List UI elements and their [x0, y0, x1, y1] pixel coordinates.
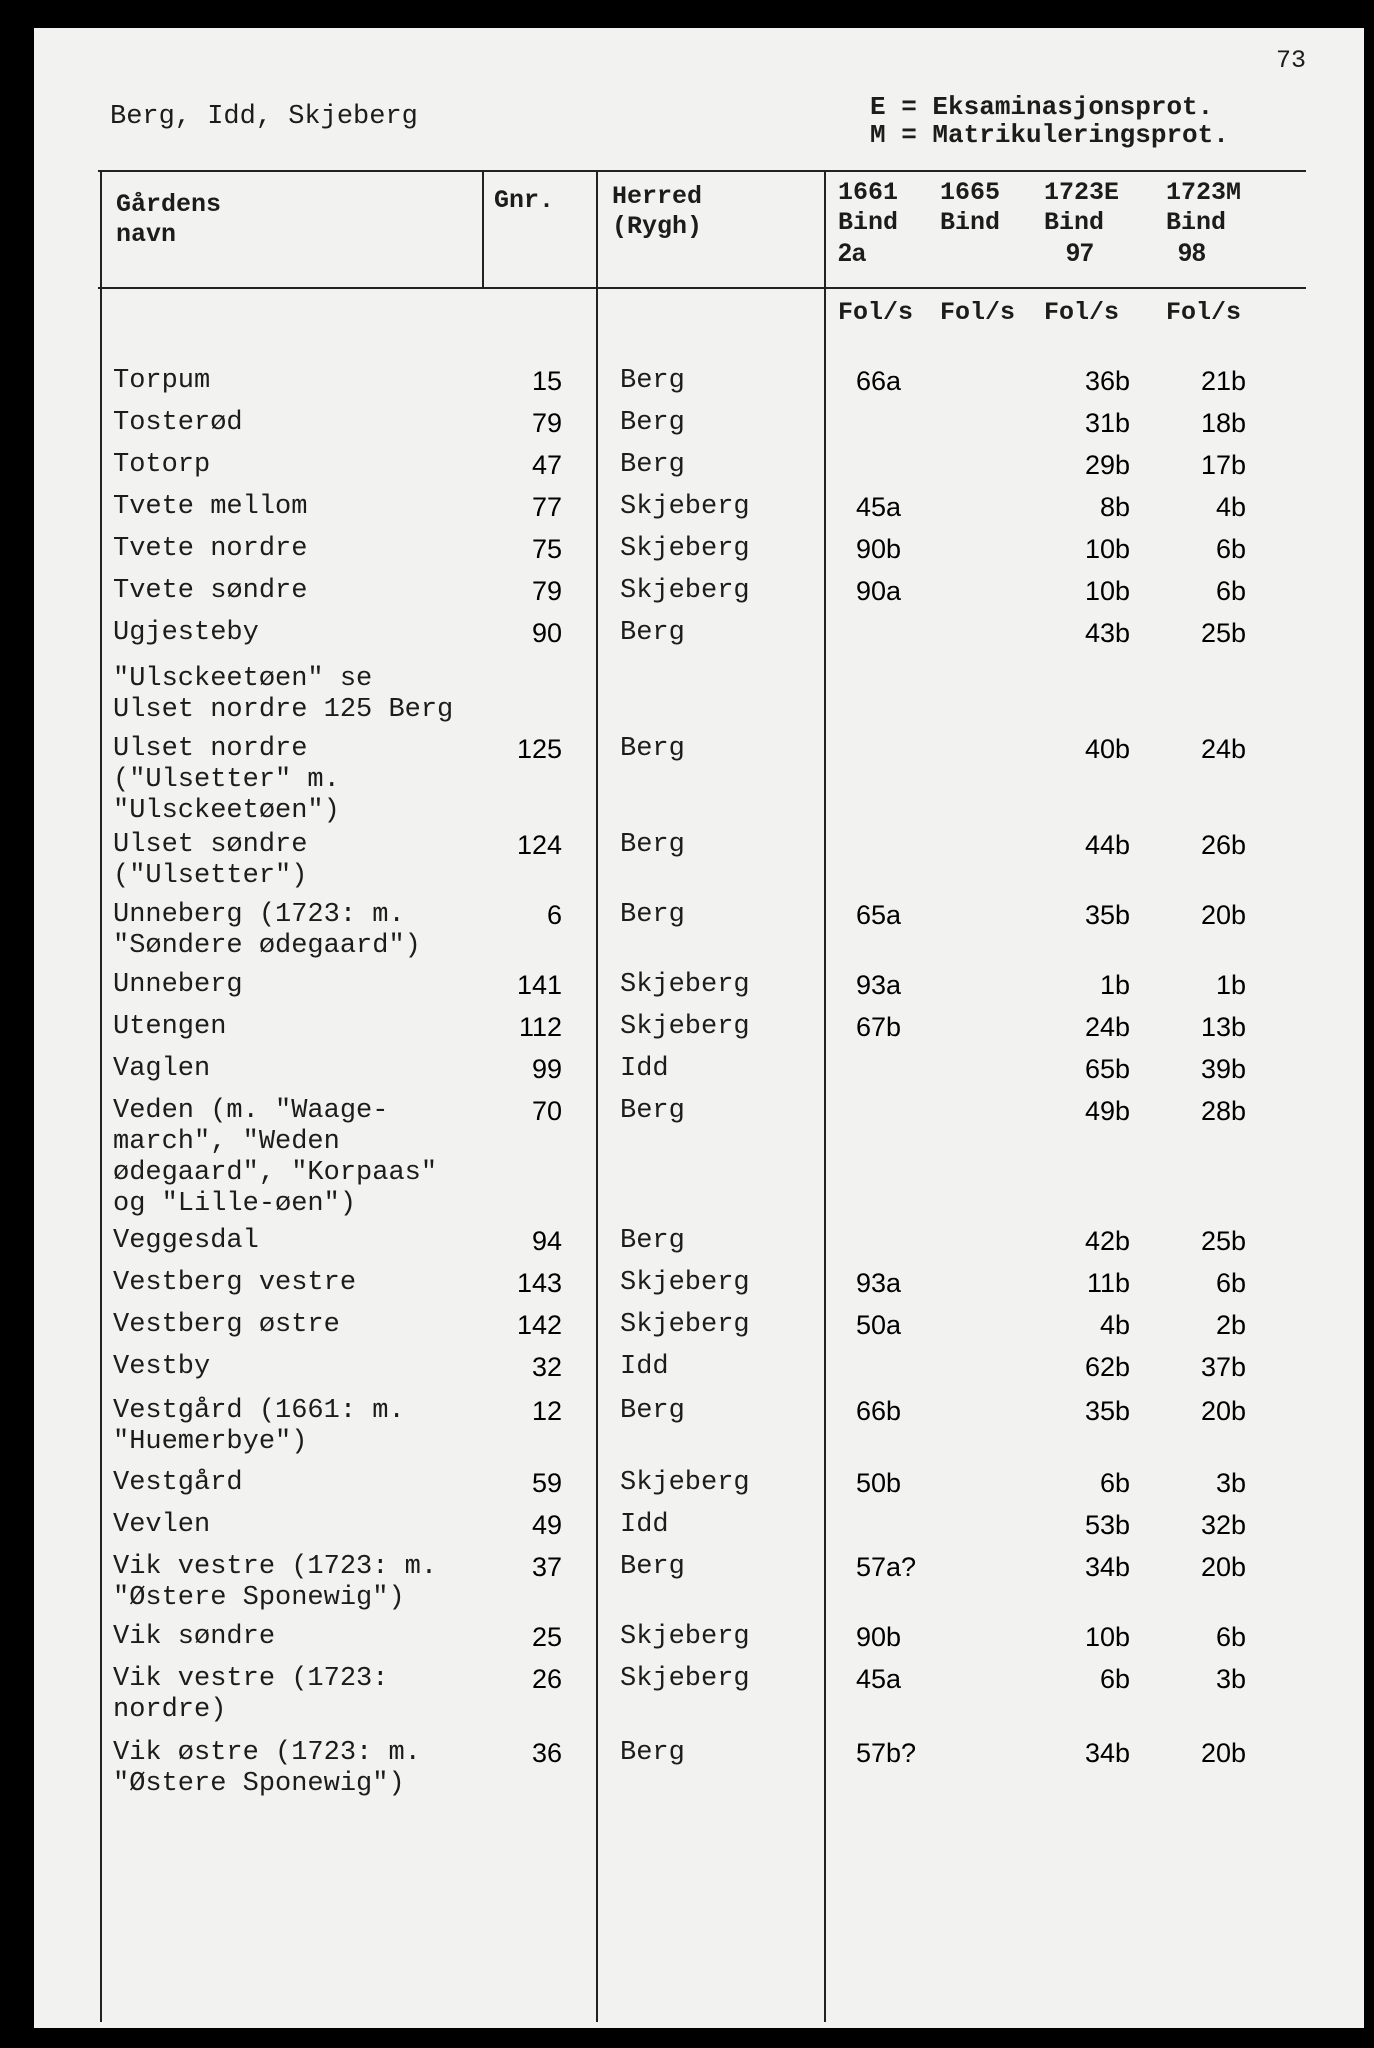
header-year-1723e — [1044, 178, 1119, 268]
fol-1661-cell: 66b — [856, 1396, 902, 1426]
farm-name-cell: Vestby — [113, 1352, 211, 1382]
gnr-cell: 75 — [531, 534, 562, 564]
fol-1723e-cell: 34b — [1084, 1738, 1130, 1768]
fol-1723m-cell: 26b — [1200, 830, 1246, 860]
fol-1723e-cell: 4b — [1099, 1310, 1130, 1340]
fol-1723e-cell: 53b — [1084, 1510, 1130, 1540]
fol-1723m-cell: 6b — [1215, 1622, 1246, 1652]
farm-name-cell: Tosterød — [113, 408, 243, 438]
gnr-cell: 70 — [531, 1096, 562, 1126]
herred-cell: Skjeberg — [620, 1468, 750, 1498]
fol-1723e-cell: 44b — [1084, 830, 1130, 860]
gnr-cell: 90 — [531, 618, 562, 648]
gnr-cell: 15 — [531, 366, 562, 396]
header-gnr: Gnr. — [494, 186, 555, 215]
fol-1723m-cell: 25b — [1200, 1226, 1246, 1256]
herred-cell: Berg — [620, 1552, 685, 1582]
page-heading: Berg, Idd, Skjeberg — [110, 102, 418, 132]
gnr-cell: 25 — [531, 1622, 562, 1652]
fol-1723e-cell: 8b — [1099, 492, 1130, 522]
fol-1723m-cell: 6b — [1215, 576, 1246, 606]
herred-cell: Skjeberg — [620, 970, 750, 1000]
fol-1661-cell: 57b? — [856, 1738, 917, 1768]
bind-number: 2a — [838, 239, 866, 267]
bind-label: Bind — [1044, 208, 1105, 237]
fol-1661-cell: 90b — [856, 534, 902, 564]
gnr-cell: 12 — [531, 1396, 562, 1426]
farm-name-cell: Torpum — [113, 366, 211, 396]
legend-line: M = Matrikuleringsprot. — [870, 120, 1229, 150]
year-label: 1723M — [1166, 178, 1242, 207]
fol-1723m-cell: 24b — [1200, 734, 1246, 764]
column-divider — [596, 170, 598, 2022]
gnr-cell: 6 — [546, 900, 562, 930]
fol-1723e-cell: 36b — [1084, 366, 1130, 396]
header-herred-line1: Herred — [612, 182, 703, 211]
fol-label: Fol/s — [1166, 298, 1242, 327]
fol-1723m-cell: 4b — [1215, 492, 1246, 522]
farm-name-cell: "Ulsckeetøen" se Ulset nordre 125 Berg — [113, 664, 454, 725]
herred-cell: Berg — [620, 366, 685, 396]
herred-cell: Idd — [620, 1510, 669, 1540]
fol-1723m-cell: 39b — [1200, 1054, 1246, 1084]
fol-1661-cell: 66a — [856, 366, 902, 396]
farm-name-cell: Totorp — [113, 450, 211, 480]
page-number: 73 — [1276, 46, 1307, 75]
gnr-cell: 79 — [531, 576, 562, 606]
farm-name-cell: Unneberg (1723: m. "Søndere ødegaard") — [113, 900, 421, 961]
farm-name-cell: Vevlen — [113, 1510, 211, 1540]
farm-name-cell: Veggesdal — [113, 1226, 259, 1256]
herred-cell: Skjeberg — [620, 576, 750, 606]
fol-1723m-cell: 13b — [1200, 1012, 1246, 1042]
farm-name-cell: Vik østre (1723: m. "Østere Sponewig") — [113, 1738, 421, 1799]
fol-1723e-cell: 29b — [1084, 450, 1130, 480]
fol-1723e-cell: 6b — [1099, 1664, 1130, 1694]
gnr-cell: 26 — [531, 1664, 562, 1694]
fol-1723e-cell: 10b — [1084, 534, 1130, 564]
farm-name-cell: Vik vestre (1723: nordre) — [113, 1664, 389, 1725]
fol-1723m-cell: 20b — [1200, 1552, 1246, 1582]
herred-cell: Berg — [620, 900, 685, 930]
fol-1661-cell: 65a — [856, 900, 902, 930]
fol-1661-cell: 57a? — [856, 1552, 917, 1582]
gnr-cell: 79 — [531, 408, 562, 438]
year-label: 1665 — [940, 178, 1001, 207]
herred-cell: Berg — [620, 1738, 685, 1768]
header-year-1665 — [940, 178, 1000, 238]
gnr-cell: 36 — [531, 1738, 562, 1768]
herred-cell: Skjeberg — [620, 1012, 750, 1042]
fol-1661-cell: 50a — [856, 1310, 902, 1340]
fol-1661-cell: 45a — [856, 492, 902, 522]
column-divider — [482, 170, 484, 287]
farm-name-cell: Vestgård (1661: m. "Huemerbye") — [113, 1396, 405, 1457]
fol-1723m-cell: 28b — [1200, 1096, 1246, 1126]
farm-name-cell: Vestgård — [113, 1468, 243, 1498]
fol-1723m-cell: 20b — [1200, 1396, 1246, 1426]
fol-1723e-cell: 11b — [1086, 1268, 1130, 1298]
gnr-cell: 99 — [531, 1054, 562, 1084]
bind-number: 97 — [1066, 239, 1094, 267]
herred-cell: Skjeberg — [620, 534, 750, 564]
fol-1661-cell: 67b — [856, 1012, 902, 1042]
fol-1723e-cell: 1b — [1099, 970, 1130, 1000]
fol-1723e-cell: 35b — [1084, 900, 1130, 930]
year-label: 1723E — [1044, 178, 1120, 207]
header-farm-name — [116, 190, 221, 250]
fol-1661-cell: 50b — [856, 1468, 902, 1498]
fol-1723m-cell: 3b — [1215, 1468, 1246, 1498]
gnr-cell: 141 — [516, 970, 562, 1000]
fol-1723e-cell: 35b — [1084, 1396, 1130, 1426]
fol-1723m-cell: 1b — [1215, 970, 1246, 1000]
farm-name-cell: Tvete nordre — [113, 534, 308, 564]
fol-1723e-cell: 34b — [1084, 1552, 1130, 1582]
fol-1661-cell: 90b — [856, 1622, 902, 1652]
fol-1723m-cell: 20b — [1200, 1738, 1246, 1768]
header-farm-name-line1: Gårdens — [116, 190, 222, 219]
bind-label: Bind — [940, 208, 1001, 237]
bind-label: Bind — [1166, 208, 1227, 237]
fol-1723m-cell: 32b — [1200, 1510, 1246, 1540]
fol-1661-cell: 45a — [856, 1664, 902, 1694]
header-herred — [612, 182, 702, 242]
farm-name-cell: Vestberg østre — [113, 1310, 340, 1340]
farm-name-cell: Unneberg — [113, 970, 243, 1000]
fol-1723m-cell: 3b — [1215, 1664, 1246, 1694]
fol-1661-cell: 93a — [856, 1268, 902, 1298]
herred-cell: Idd — [620, 1352, 669, 1382]
fol-1723e-cell: 42b — [1084, 1226, 1130, 1256]
herred-cell: Berg — [620, 408, 685, 438]
farm-name-cell: Tvete søndre — [113, 576, 308, 606]
fol-1723m-cell: 25b — [1200, 618, 1246, 648]
fol-1723e-cell: 10b — [1084, 1622, 1130, 1652]
farm-name-cell: Tvete mellom — [113, 492, 308, 522]
header-bottom-rule — [98, 287, 1306, 289]
fol-1723e-cell: 6b — [1099, 1468, 1130, 1498]
herred-cell: Skjeberg — [620, 1310, 750, 1340]
gnr-cell: 125 — [516, 734, 562, 764]
herred-cell: Berg — [620, 830, 685, 860]
fol-1723e-cell: 24b — [1084, 1012, 1130, 1042]
fol-1723e-cell: 62b — [1084, 1352, 1130, 1382]
gnr-cell: 49 — [531, 1510, 562, 1540]
header-farm-name-line2: navn — [116, 220, 177, 249]
herred-cell: Berg — [620, 450, 685, 480]
herred-cell: Berg — [620, 1096, 685, 1126]
farm-name-cell: Ulset søndre ("Ulsetter") — [113, 830, 308, 891]
gnr-cell: 77 — [531, 492, 562, 522]
fol-1661-cell: 93a — [856, 970, 902, 1000]
herred-cell: Skjeberg — [620, 1664, 750, 1694]
gnr-cell: 124 — [516, 830, 562, 860]
fol-1723e-cell: 10b — [1084, 576, 1130, 606]
farm-name-cell: Ugjesteby — [113, 618, 259, 648]
gnr-cell: 32 — [531, 1352, 562, 1382]
fol-1723e-cell: 49b — [1084, 1096, 1130, 1126]
herred-cell: Berg — [620, 618, 685, 648]
header-year-1661 — [838, 178, 898, 268]
table-top-rule — [98, 170, 1306, 172]
fol-1723e-cell: 65b — [1084, 1054, 1130, 1084]
fol-1723m-cell: 18b — [1200, 408, 1246, 438]
fol-label: Fol/s — [940, 298, 1016, 327]
farm-name-cell: Veden (m. "Waage- march", "Weden ødegaard", "Korpaas" og "Lille-øen") — [113, 1096, 438, 1219]
farm-name-cell: Utengen — [113, 1012, 227, 1042]
farm-name-cell: Ulset nordre ("Ulsetter" m. "Ulsckeetøen") — [113, 734, 340, 826]
year-label: 1661 — [838, 178, 899, 207]
gnr-cell: 37 — [531, 1552, 562, 1582]
farm-name-cell: Vik søndre — [113, 1622, 276, 1652]
herred-cell: Skjeberg — [620, 492, 750, 522]
farm-name-cell: Vik vestre (1723: m. "Østere Sponewig") — [113, 1552, 438, 1613]
bind-number: 98 — [1178, 239, 1206, 267]
fol-label: Fol/s — [838, 298, 914, 327]
gnr-cell: 47 — [531, 450, 562, 480]
column-divider — [100, 170, 102, 2022]
column-divider — [824, 170, 826, 2022]
gnr-cell: 59 — [531, 1468, 562, 1498]
herred-cell: Berg — [620, 1396, 685, 1426]
farm-name-cell: Vestberg vestre — [113, 1268, 357, 1298]
fol-1723m-cell: 6b — [1215, 534, 1246, 564]
fol-1723m-cell: 6b — [1215, 1268, 1246, 1298]
fol-1723m-cell: 37b — [1200, 1352, 1246, 1382]
gnr-cell: 142 — [516, 1310, 562, 1340]
header-herred-line2: (Rygh) — [612, 212, 703, 241]
gnr-cell: 112 — [518, 1012, 562, 1042]
bind-label: Bind — [838, 208, 899, 237]
fol-1723m-cell: 21b — [1200, 366, 1246, 396]
fol-1723m-cell: 17b — [1200, 450, 1246, 480]
header-year-1723m — [1166, 178, 1241, 268]
herred-cell: Skjeberg — [620, 1622, 750, 1652]
gnr-cell: 94 — [531, 1226, 562, 1256]
farm-name-cell: Vaglen — [113, 1054, 211, 1084]
herred-cell: Berg — [620, 1226, 685, 1256]
fol-1723e-cell: 31b — [1084, 408, 1130, 438]
herred-cell: Berg — [620, 734, 685, 764]
fol-1723e-cell: 43b — [1084, 618, 1130, 648]
fol-1661-cell: 90a — [856, 576, 902, 606]
legend-line: E = Eksaminasjonsprot. — [870, 92, 1214, 122]
herred-cell: Skjeberg — [620, 1268, 750, 1298]
fol-1723e-cell: 40b — [1084, 734, 1130, 764]
gnr-cell: 143 — [516, 1268, 562, 1298]
fol-1723m-cell: 2b — [1215, 1310, 1246, 1340]
herred-cell: Idd — [620, 1054, 669, 1084]
fol-label: Fol/s — [1044, 298, 1120, 327]
fol-1723m-cell: 20b — [1200, 900, 1246, 930]
